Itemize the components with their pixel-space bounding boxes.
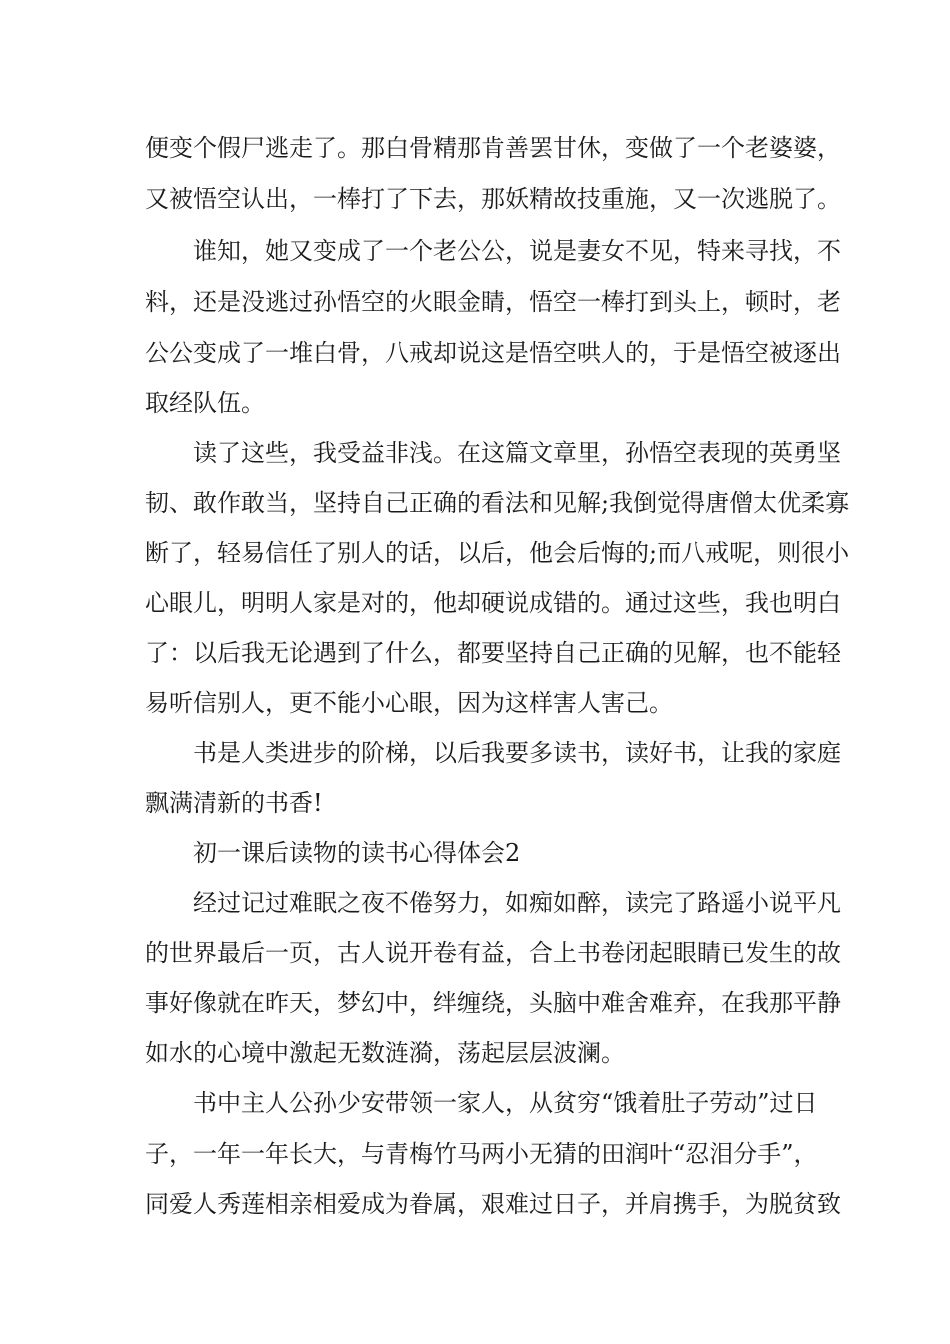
text-line: 子，一年一年长大，与青梅竹马两小无猜的田润叶“忍泪分手”，: [145, 1140, 818, 1168]
text-line: 又被悟空认出，一棒打了下去，那妖精故技重施，又一次逃脱了。: [145, 185, 841, 213]
text-line: 了：以后我无论遇到了什么，都要坚持自己正确的见解，也不能轻: [145, 639, 841, 667]
paragraph-start-line: 经过记过难眠之夜不倦努力，如痴如醉，读完了路遥小说平凡: [193, 889, 841, 917]
text-line: 料，还是没逃过孙悟空的火眼金睛，悟空一棒打到头上，顿时，老: [145, 288, 841, 316]
paragraph-start-line: 书是人类进步的阶梯，以后我要多读书，读好书，让我的家庭: [193, 739, 841, 767]
text-line: 如水的心境中激起无数涟漪，荡起层层波澜。: [145, 1039, 625, 1067]
text-line: 断了，轻易信任了别人的话，以后，他会后悔的;而八戒呢，则很小: [145, 539, 850, 567]
text-line: 取经队伍。: [145, 389, 265, 417]
text-line: 的世界最后一页，古人说开卷有益，合上书卷闭起眼睛已发生的故: [145, 939, 841, 967]
paragraph-start-line: 读了这些，我受益非浅。在这篇文章里，孙悟空表现的英勇坚: [193, 439, 841, 467]
text-line: 心眼儿，明明人家是对的，他却硬说成错的。通过这些，我也明白: [145, 589, 841, 617]
section-heading: 初一课后读物的读书心得体会2: [193, 839, 521, 867]
text-line: 公公变成了一堆白骨，八戒却说这是悟空哄人的，于是悟空被逐出: [145, 339, 841, 367]
text-line: 便变个假尸逃走了。那白骨精那肯善罢甘休，变做了一个老婆婆，: [145, 134, 841, 162]
paragraph-start-line: 书中主人公孙少安带领一家人，从贫穷“饿着肚子劳动”过日: [193, 1089, 818, 1117]
paragraph-start-line: 谁知，她又变成了一个老公公，说是妻女不见，特来寻找，不: [193, 237, 841, 265]
text-line: 事好像就在昨天，梦幻中，绊缠绕，头脑中难舍难弃，在我那平静: [145, 989, 841, 1017]
text-line: 易听信别人，更不能小心眼，因为这样害人害己。: [145, 689, 673, 717]
text-line: 韧、敢作敢当，坚持自己正确的看法和见解;我倒觉得唐僧太优柔寡: [145, 489, 850, 517]
text-line: 同爱人秀莲相亲相爱成为眷属，艰难过日子，并肩携手，为脱贫致: [145, 1190, 841, 1218]
text-line: 飘满清新的书香!: [145, 789, 323, 817]
